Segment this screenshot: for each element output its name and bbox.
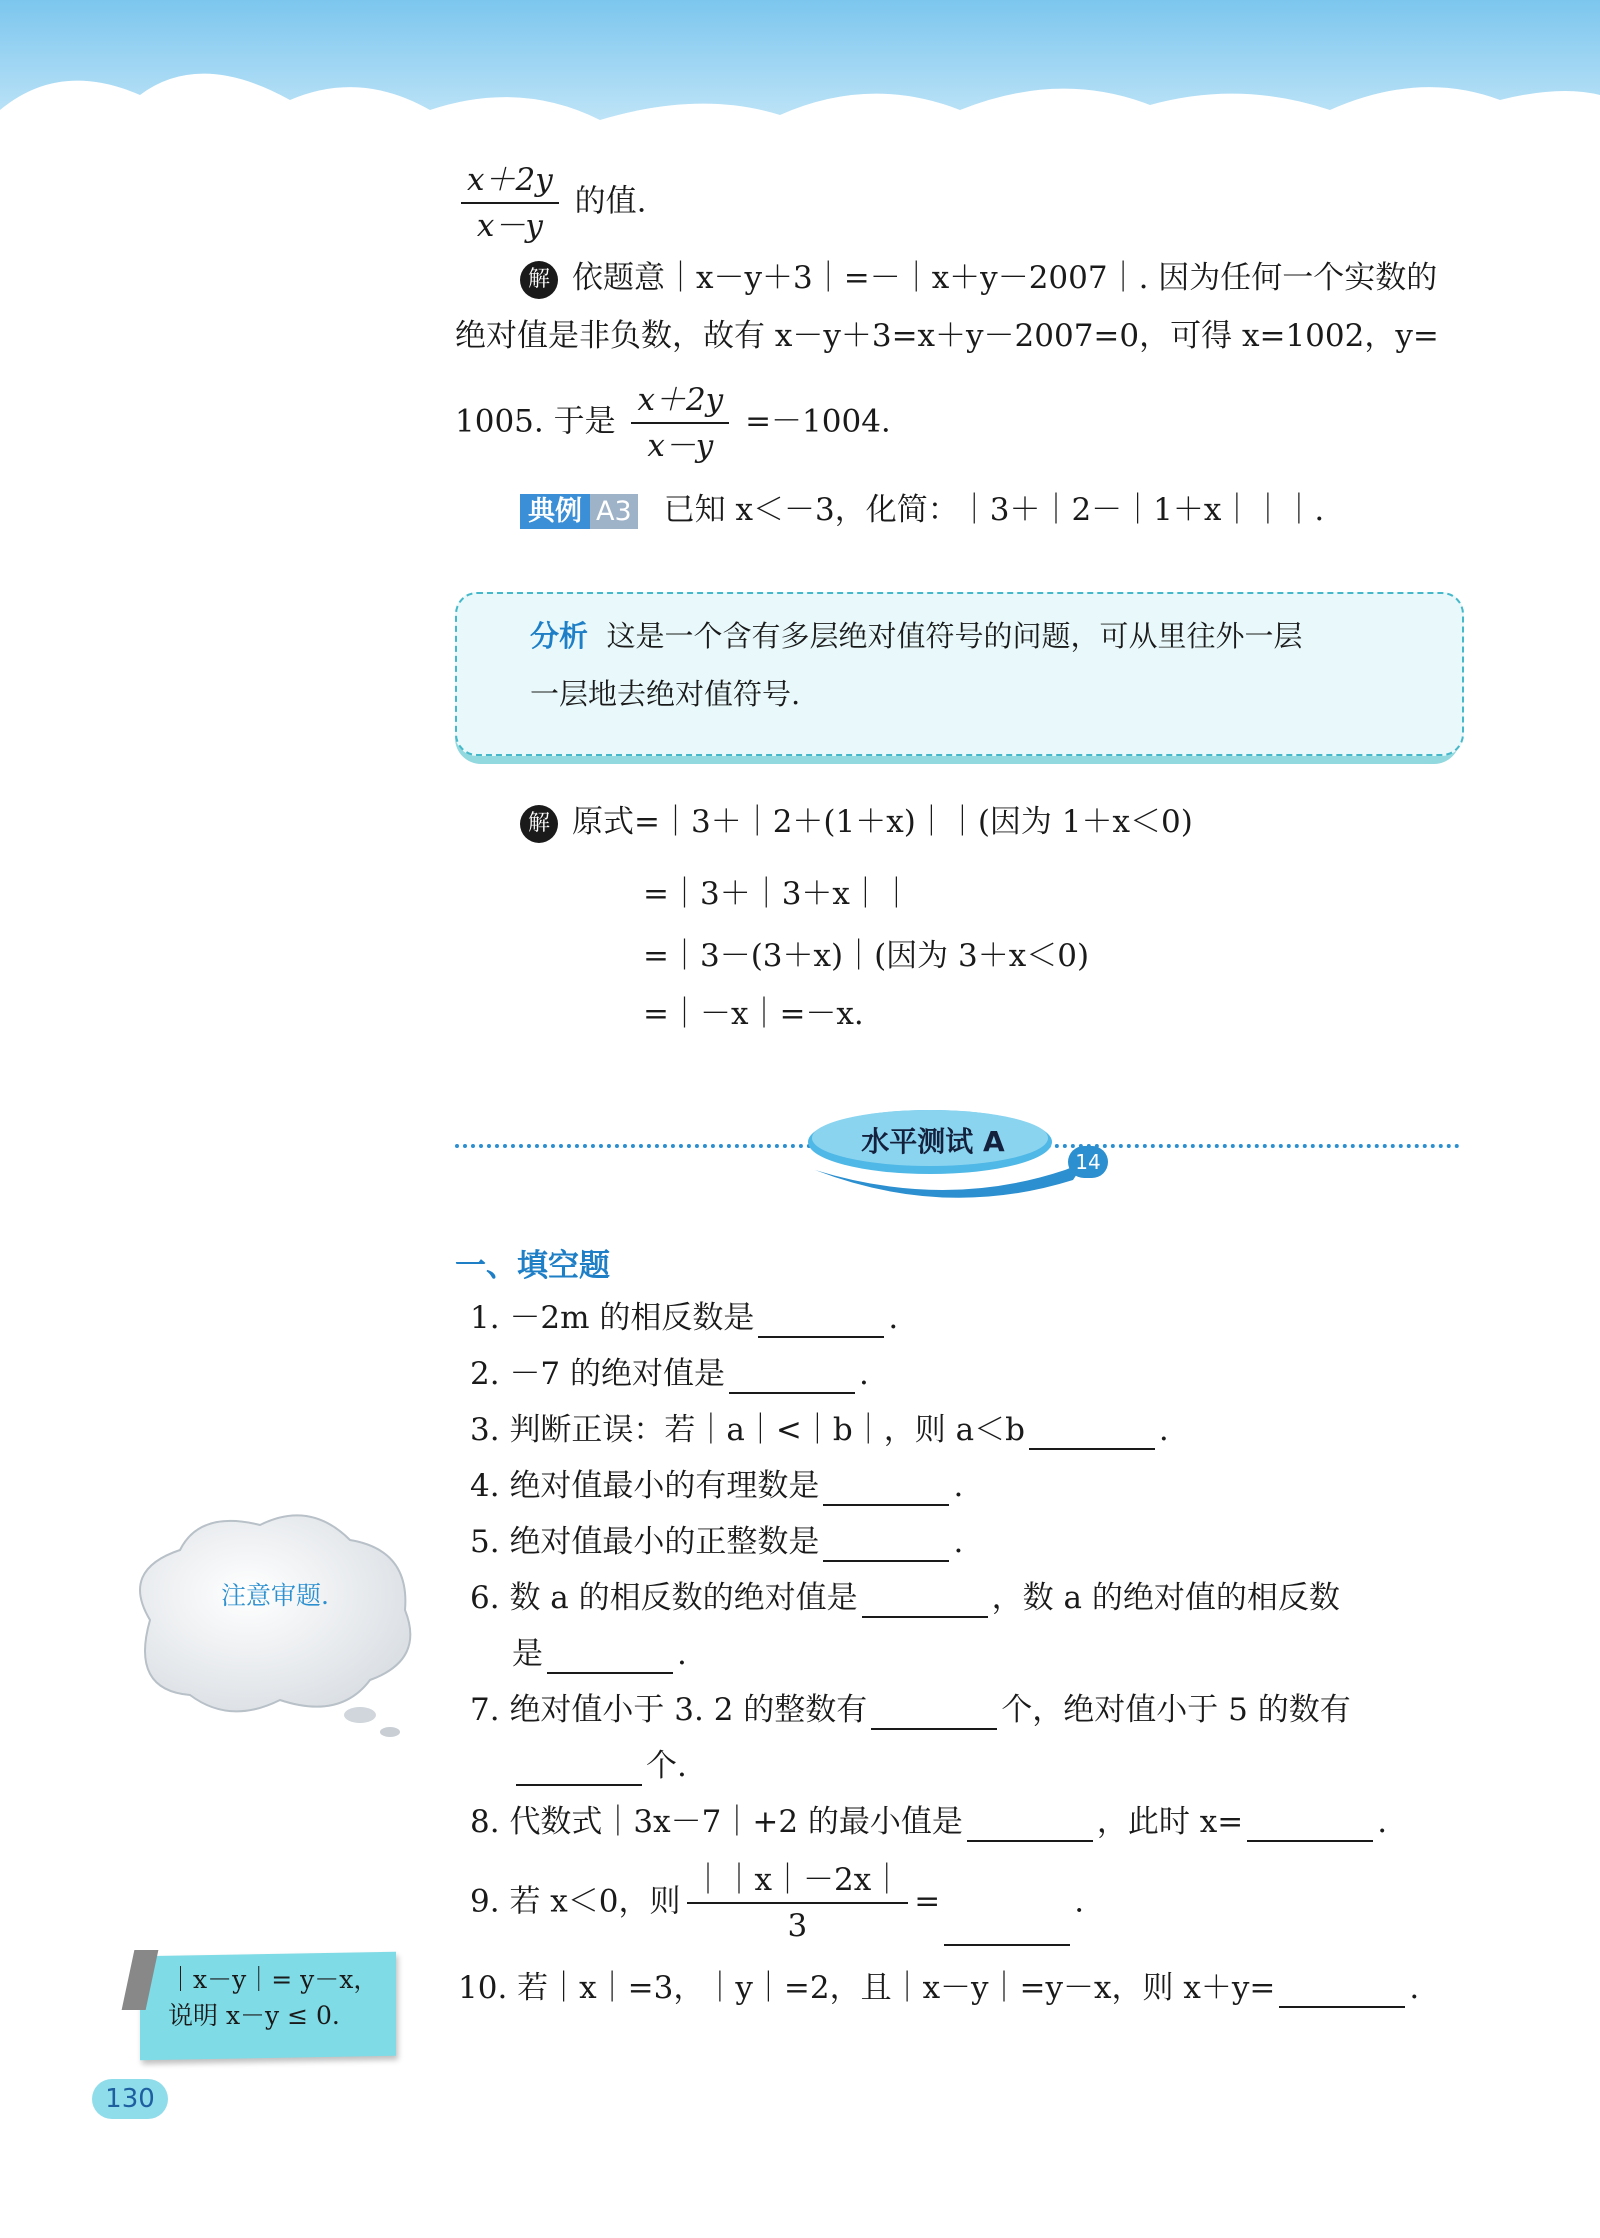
fraction-numerator: ｜｜x｜－2x｜	[687, 1860, 909, 1904]
fraction-numerator: x＋2y	[461, 160, 559, 204]
a2-solution-line3	[455, 380, 891, 466]
sky-header-decoration	[0, 0, 1600, 170]
question-text: 个，绝对值小于 5 的数有	[1001, 1692, 1351, 1728]
question-end: .	[1158, 1412, 1169, 1448]
question-text: ，数 a 的绝对值的相反数	[991, 1580, 1340, 1616]
question-text: 代数式｜3x－7｜+2 的最小值是	[509, 1804, 963, 1840]
question-text: 若 x＜0，则	[509, 1883, 681, 1920]
solution-text: =－1004.	[745, 403, 891, 440]
question-7	[470, 1690, 1351, 1730]
question-end: .	[953, 1468, 964, 1504]
a3-solution-step2: =｜3＋｜3＋x｜｜	[643, 876, 912, 912]
answer-blank[interactable]	[758, 1306, 884, 1338]
question-text: 绝对值小于 3. 2 的整数有	[509, 1692, 868, 1728]
question-text: =	[914, 1883, 941, 1920]
page-number: 130	[92, 2079, 168, 2119]
solution-badge: 解	[520, 261, 558, 299]
question-8	[470, 1802, 1387, 1842]
question-end: .	[859, 1356, 869, 1392]
question-end: .	[1074, 1883, 1085, 1920]
question-text: 是	[512, 1636, 543, 1672]
fraction-denominator: x－y	[476, 208, 543, 244]
solution-step: 原式=｜3＋｜2＋(1＋x)｜｜(因为 1＋x＜0)	[572, 804, 1193, 840]
question-7-cont	[512, 1746, 687, 1786]
fraction-numerator: x＋2y	[631, 380, 729, 424]
question-text: 绝对值最小的有理数是	[509, 1468, 820, 1504]
question-text: －2m 的相反数是	[509, 1300, 755, 1336]
question-text: 若｜x｜=3，｜y｜=2，且｜x－y｜=y－x，则 x＋y=	[517, 1970, 1276, 2006]
answer-blank[interactable]	[823, 1530, 949, 1562]
question-9	[470, 1860, 1084, 1946]
question-end: .	[953, 1524, 964, 1560]
answer-blank[interactable]	[1279, 1976, 1405, 2008]
question-10	[458, 1968, 1419, 2008]
question-end: .	[677, 1636, 687, 1672]
fraction	[631, 380, 729, 466]
solution-badge: 解	[520, 805, 558, 843]
question-number: 9.	[470, 1883, 500, 1920]
a2-question-end	[455, 160, 646, 246]
cloud-note-text: 注意审题.	[221, 1581, 329, 1610]
example-number: A3	[590, 494, 638, 529]
question-text: 判断正误：若｜a｜<｜b｜，则 a＜b	[509, 1412, 1025, 1448]
fraction-denominator: x－y	[647, 428, 714, 464]
a3-solution-step1	[520, 802, 1193, 843]
analysis-text: 这是一个含有多层绝对值符号的问题，可从里往外一层	[606, 619, 1303, 653]
a3-solution-step4: =｜－x｜=－x.	[643, 996, 864, 1032]
question-text: 数 a 的相反数的绝对值是	[509, 1580, 858, 1616]
question-2	[470, 1354, 869, 1394]
question-number: 5.	[470, 1524, 500, 1560]
analysis-label: 分析	[530, 619, 589, 653]
question-number: 1.	[470, 1300, 500, 1336]
question-4	[470, 1466, 963, 1506]
answer-blank[interactable]	[516, 1754, 642, 1786]
question-1	[470, 1298, 898, 1338]
question-text: 绝对值最小的正整数是	[509, 1524, 820, 1560]
question-6	[470, 1578, 1340, 1618]
answer-blank[interactable]	[862, 1586, 988, 1618]
question-suffix: 的值.	[574, 183, 647, 220]
example-tag: 典例	[520, 494, 590, 529]
fraction	[461, 160, 559, 246]
answer-blank[interactable]	[1029, 1418, 1155, 1450]
question-number: 3.	[470, 1412, 500, 1448]
example-a3-question	[520, 490, 1324, 532]
answer-blank[interactable]	[1247, 1810, 1373, 1842]
question-number: 4.	[470, 1468, 500, 1504]
question-text: 已知 x＜－3，化简：｜3＋｜2－｜1＋x｜｜｜.	[663, 492, 1325, 528]
thought-cloud	[110, 1500, 430, 1750]
question-end: .	[888, 1300, 899, 1336]
answer-blank[interactable]	[823, 1474, 949, 1506]
question-text: －7 的绝对值是	[509, 1356, 726, 1392]
question-end: .	[1409, 1970, 1420, 2006]
test-badge: 14	[1068, 1146, 1108, 1178]
question-number: 2.	[470, 1356, 500, 1392]
question-text: ，此时 x=	[1096, 1804, 1244, 1840]
solution-text: 1005. 于是	[455, 403, 616, 440]
answer-blank[interactable]	[944, 1914, 1070, 1946]
question-number: 10.	[458, 1970, 508, 2006]
question-number: 8.	[470, 1804, 500, 1840]
question-5	[470, 1522, 963, 1562]
question-6-cont	[512, 1634, 687, 1674]
answer-blank[interactable]	[967, 1810, 1093, 1842]
question-number: 6.	[470, 1580, 500, 1616]
a2-solution-line2: 绝对值是非负数，故有 x－y＋3=x＋y－2007=0，可得 x=1002，y=	[455, 318, 1439, 354]
fraction-denominator: 3	[787, 1908, 808, 1944]
fraction	[687, 1860, 909, 1946]
solution-text: 依题意｜x－y＋3｜=－｜x＋y－2007｜. 因为任何一个实数的	[572, 260, 1438, 296]
analysis-line1	[530, 616, 1302, 656]
answer-blank[interactable]	[871, 1698, 997, 1730]
analysis-line2: 一层地去绝对值符号.	[530, 677, 801, 711]
question-number: 7.	[470, 1692, 500, 1728]
answer-blank[interactable]	[547, 1642, 673, 1674]
sticky-note-text	[168, 1962, 378, 2034]
test-title: 水平测试 A	[861, 1125, 1005, 1158]
section-title: 一、填空题	[455, 1248, 610, 1284]
a2-solution-line1	[520, 258, 1437, 299]
question-end: .	[1377, 1804, 1388, 1840]
a3-solution-step3: =｜3－(3＋x)｜(因为 3＋x＜0)	[643, 938, 1090, 974]
question-3	[470, 1410, 1169, 1450]
answer-blank[interactable]	[729, 1362, 855, 1394]
question-text: 个.	[646, 1748, 687, 1784]
sticky-line: 说明 x－y ≤ 0.	[168, 2001, 340, 2030]
sticky-line: ｜x－y｜= y－x，	[168, 1965, 379, 1994]
